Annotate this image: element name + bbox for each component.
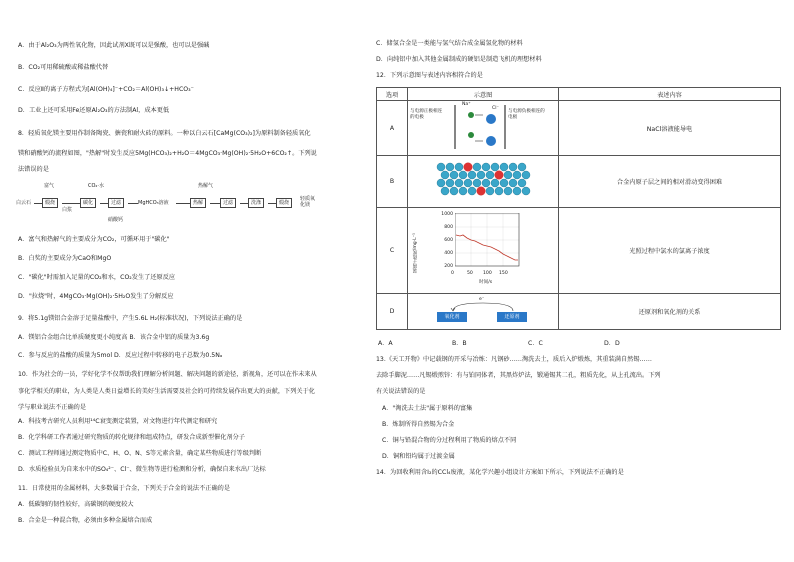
q8-option-a: A．富气和热解气的主要成分为CO₂，可循环用于"碳化" bbox=[18, 236, 170, 243]
q12-header-diagram: 示意图 bbox=[408, 88, 559, 101]
q12-row-b-option: B bbox=[377, 156, 408, 208]
flow-box-carbonize: 碳化 bbox=[80, 198, 96, 208]
q9-options-cd: C．参与反应的盐酸的质量为5mol D．反应过程中转移的电子总数为0.5Nₐ bbox=[18, 352, 223, 359]
flow-arrow bbox=[210, 203, 220, 204]
q13-option-d: D．铜和铅均属于过渡金属 bbox=[382, 453, 455, 460]
q10-option-b: B．化学科研工作者通过研究物质的转化规律和组成特点，研发合成新型催化剂分子 bbox=[18, 434, 245, 441]
q10-option-c: C．测试工程师通过测定物质中C、H、O、N、S等元素含量，确定某些物质进行等级判断 bbox=[18, 450, 262, 457]
chart-ylabel: 氯离子浓度/mg·L⁻¹ bbox=[413, 232, 418, 273]
flow-arrow bbox=[128, 203, 138, 204]
flow-box-dolomite: 白云石 bbox=[16, 200, 32, 206]
q12-row-a-content: NaCl溶液能导电 bbox=[559, 101, 781, 156]
flow-label-solution: MgHCO₃溶液 bbox=[138, 200, 169, 206]
q10-option-a: A．科技考古研究人员利用¹⁴C衰变测定装置，对文物进行年代测定和研究 bbox=[18, 418, 218, 425]
q11-option-c: C．储氢合金是一类能与氢气结合成金属氢化物的材料 bbox=[376, 40, 523, 47]
q9-options-ab: A．镁铝合金组合比单质硬度更小纯度高 B．该合金中铝的质量为3.6g bbox=[18, 334, 210, 341]
q10-stem-1: 10．作为社会的一员，学好化学不仅帮助我们理解分析问题、解决问题的新途径，新视角，还可以在作未来从 bbox=[18, 371, 317, 378]
q12-choice-d: D．D bbox=[604, 340, 620, 347]
q12-choice-c: C．C bbox=[528, 340, 543, 347]
q12-row-a-option: A bbox=[377, 101, 408, 156]
q8-stem-3: 法错误的是 bbox=[18, 166, 49, 173]
q12-row-a bbox=[377, 101, 781, 156]
q8-option-b: B．白奖的主要成分为CaO和MgO bbox=[18, 255, 112, 262]
flow-label-pyrolysis-gas: 热解气 bbox=[198, 183, 214, 189]
q12-row-c-option: C bbox=[377, 208, 408, 294]
flow-label-co2-water: CO₂·水 bbox=[88, 183, 105, 189]
q12-row-c-diagram bbox=[408, 208, 559, 294]
q14-stem: 14．为回收利用含I₂的CCl₄废液，某化学兴趣小组设计方案如下所示，下列说法不正确的是 bbox=[376, 469, 624, 476]
q9-stem: 9．将5.1g镁铝合金溶于足量盐酸中，产生5.6L H₂(标准状况)，下列说法正确的是 bbox=[18, 315, 243, 322]
flow-label-rich-gas: 富气 bbox=[44, 183, 55, 189]
q11-option-a: A．低碳钢的韧性较好，高碳钢的硬度较大 bbox=[18, 501, 134, 508]
q12-row-d-content: 还原剂和氧化剂的关系 bbox=[559, 294, 781, 330]
q10-stem-3: 学与职业说法不正确的是 bbox=[18, 404, 87, 411]
flow-box-wash: 洗涤 bbox=[248, 198, 264, 208]
oxidant-box: 氧化剂 bbox=[437, 312, 467, 322]
na-ion-label: Na⁺ bbox=[462, 102, 471, 107]
q8-stem-2: 镁和硝酸钙的流程如图，"热解"时发生反应5Mg(HCO₃)₂+H₂O＝4MgCO₃·Mg(OH)₂·5H₂O+6CO₂↑。下列说 bbox=[18, 150, 317, 157]
q12-choice-b: B．B bbox=[452, 340, 467, 347]
cl-ion-label: Cl⁻ bbox=[492, 106, 499, 111]
q7-option-a: A．由于Al₂O₃为两性氧化物，因此试剂X既可以是强酸，也可以是强碱 bbox=[18, 42, 210, 49]
q12-row-b-content: 合金内原子层之间的相对滑动变得困难 bbox=[559, 156, 781, 208]
ytick-200: 200 bbox=[444, 263, 453, 269]
q12-row-c-content: 光照过程中氯水的氯离子浓度 bbox=[559, 208, 781, 294]
flow-arrow bbox=[268, 203, 276, 204]
flow-arrow bbox=[34, 203, 42, 204]
q12-row-b bbox=[377, 156, 781, 208]
q7-option-d: D．工业上还可采用Fe还原Al₂O₃的方法制Al，成本更低 bbox=[18, 107, 170, 114]
q11-stem: 11．日常使用的金属材料，大多数属于合金，下列关于合金的说法不正确的是 bbox=[18, 485, 231, 492]
q12-row-c bbox=[377, 208, 781, 294]
flow-arrow bbox=[176, 203, 190, 204]
right-electrode-label: 与电源负极相连的电极 bbox=[508, 109, 545, 120]
xtick-0: 0 bbox=[451, 270, 454, 276]
q12-choice-a: A．A bbox=[378, 340, 393, 347]
alloy-atom-layers bbox=[433, 159, 533, 203]
chart-plot bbox=[455, 213, 521, 269]
chart-xlabel: 时间/s bbox=[479, 279, 493, 285]
q7-option-c: C．反应Ⅱ的离子方程式为[Al(OH)₄]⁻+CO₂＝Al(OH)₃↓+HCO₃⁻ bbox=[18, 86, 194, 93]
q13-option-a: A．"淘洗去土法"属于原料的富集 bbox=[382, 405, 473, 412]
q7-option-b: B．CO₂可用稀硫酸或稀盐酸代替 bbox=[18, 64, 109, 71]
flow-label-calcium-nitrate: 硝酸钙 bbox=[108, 217, 124, 223]
q12-table bbox=[376, 87, 781, 330]
flow-arrow bbox=[240, 203, 248, 204]
left-electrode-label: 与电源正极相连的电极 bbox=[410, 109, 443, 120]
q10-option-d: D．水质检验员为自来水中的SO₄²⁻、Cl⁻、微生物等进行检测和分析，确保自来水出厂达标 bbox=[18, 466, 266, 473]
flow-arrow bbox=[100, 203, 108, 204]
flow-box-filter-2: 过滤 bbox=[220, 198, 236, 208]
ytick-1000: 1000 bbox=[441, 211, 453, 217]
q12-header-option: 选项 bbox=[377, 88, 408, 101]
q12-header-content: 表述内容 bbox=[559, 88, 781, 101]
q12-row-a-diagram bbox=[408, 101, 559, 156]
flow-box-filter-1: 过滤 bbox=[108, 198, 124, 208]
flow-box-calcine-2: 煅烧 bbox=[276, 198, 292, 208]
xtick-150: 150 bbox=[499, 270, 508, 276]
flow-arrow bbox=[62, 203, 80, 204]
flow-box-calcine: 煅烧 bbox=[42, 198, 58, 208]
q13-stem-1: 13.《天工开物》中记载钢的开采与冶炼：凡钢砂……淘洗去土，质后入炉煅炼，其重装满自然锡…… bbox=[376, 356, 652, 363]
flow-box-pyrolysis: 热解 bbox=[190, 198, 206, 208]
q8-option-c: C．"碳化"时需加入足量的CO₂和水，CO₂发生了还原反应 bbox=[18, 274, 176, 281]
q13-option-c: C．铜与铅混合物的分过程利用了物质的熔点不同 bbox=[382, 437, 517, 444]
ytick-400: 400 bbox=[444, 250, 453, 256]
q8-option-d: D．"拉烧"时，4MgCO₃·Mg(OH)₂·5H₂O发生了分解反应 bbox=[18, 293, 174, 300]
q12-row-d bbox=[377, 294, 781, 330]
reductant-box: 还原剂 bbox=[497, 312, 527, 322]
ytick-600: 600 bbox=[444, 237, 453, 243]
q13-stem-3: 有关说法错误的是 bbox=[376, 388, 426, 395]
xtick-100: 100 bbox=[483, 270, 492, 276]
q13-option-b: B．炼制所得自然锡为合金 bbox=[382, 421, 455, 428]
q12-row-d-diagram bbox=[408, 294, 559, 330]
ytick-800: 800 bbox=[444, 224, 453, 230]
flow-label-light-mgo: 轻质氧化镁 bbox=[300, 196, 316, 208]
electron-transfer-arrow bbox=[433, 300, 533, 312]
q12-stem: 12．下列示意图与表述内容相符合的是 bbox=[376, 72, 483, 79]
electron-label: e⁻ bbox=[479, 296, 485, 302]
q12-row-b-diagram bbox=[408, 156, 559, 208]
q10-stem-2: 事化学相关的职业，为人类是人类日益增长的美好生活需要及社会的可持续发展作出更大的贡献，下列关于化 bbox=[18, 388, 315, 395]
q8-flow-diagram bbox=[16, 182, 316, 230]
flow-label-white-slurry: 白浆 bbox=[62, 207, 73, 213]
q13-stem-2: 去除手脚泥……凡锡煅煎锌：有与铂同体者，其黑炸炉法，锻通锡其二孔，粗质先化，从上孔流出。下列 bbox=[376, 372, 661, 379]
xtick-50: 50 bbox=[467, 270, 473, 276]
q11-option-b: B．合金是一种混合物，必须由多种金属熔合而成 bbox=[18, 517, 153, 524]
q11-option-d: D．向纯铝中加入其他金属制成的硬铝是制造飞机的理想材料 bbox=[376, 56, 542, 63]
chloride-chart bbox=[413, 209, 553, 293]
q12-row-d-option: D bbox=[377, 294, 408, 330]
q8-stem-1: 8．轻质氧化镁主要用作制备陶瓷、搪瓷和耐火砖的原料。一种以白云石[CaMg(CO₃)₂]为原料制备轻质氧化 bbox=[18, 130, 311, 137]
